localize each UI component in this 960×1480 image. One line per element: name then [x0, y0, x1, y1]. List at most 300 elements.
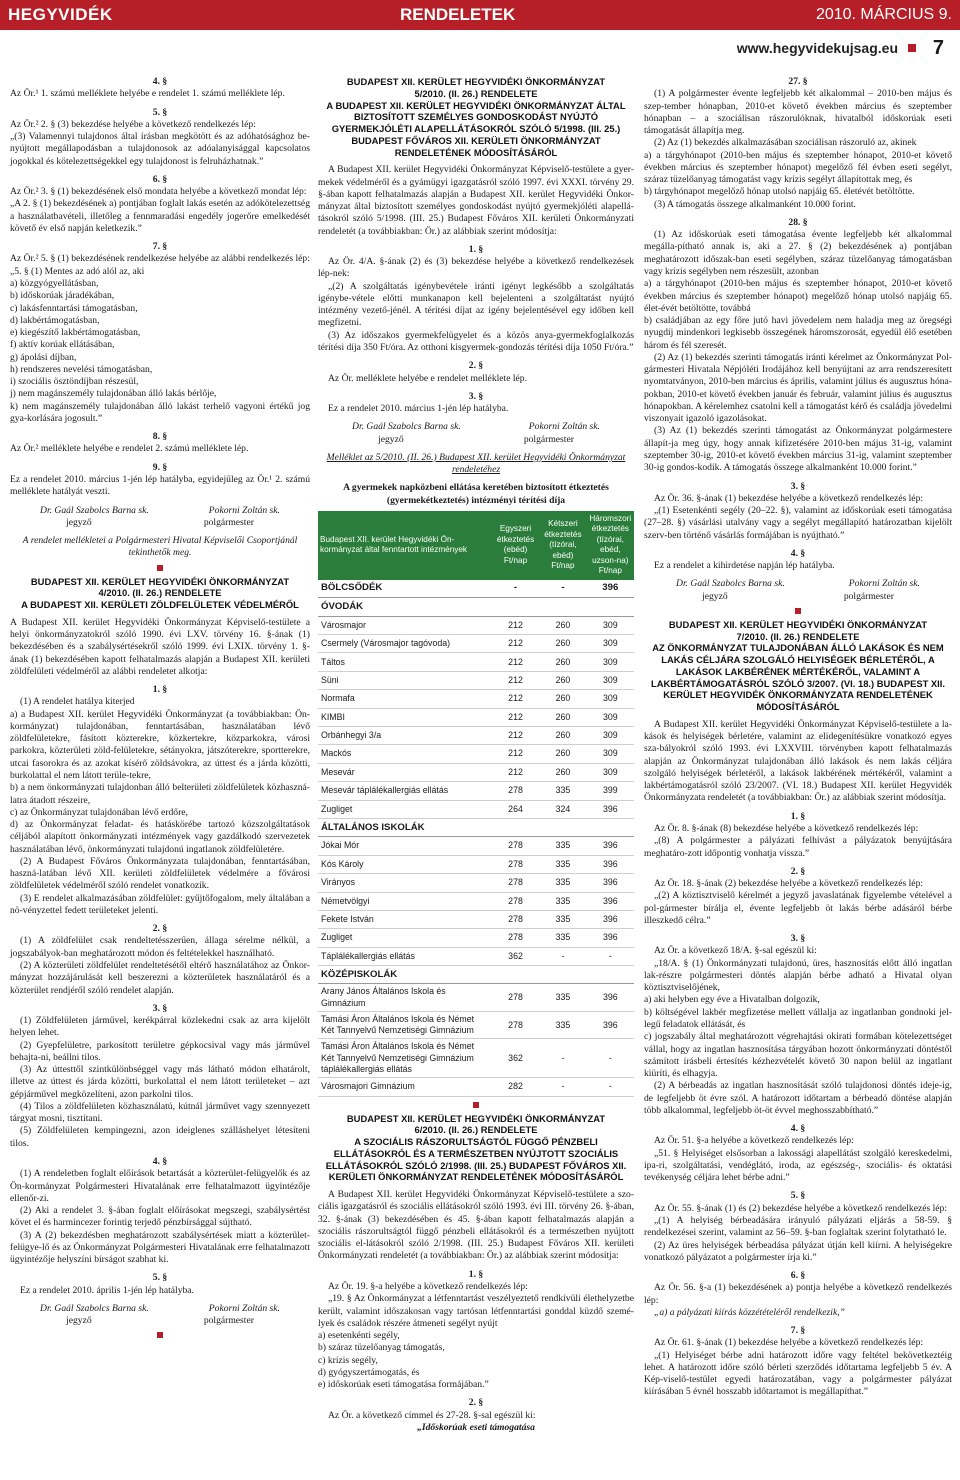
paragraph: „A 2. § (1) bekezdésének a) pontjában foglalt lakás esetén az adókötelezettség a használatbavételi, illetőleg a fennmaradási engedély jogerőre emelkedését követő év első napján keletkezik.” [10, 198, 310, 234]
fee-value: 396 [587, 892, 634, 910]
fee-value [539, 818, 586, 836]
paragraph: Ez a rendelet 2010. március 1-jén lép hatályba. [328, 403, 509, 415]
paragraph: Az Ör. 56. §-a (1) bekezdésének a) pontja helyébe a következő rendelkezés lép: [644, 1282, 952, 1306]
paragraph: A Budapest XII. kerület Hegyvidéki Önkormányzat Képviselő-testülete a szo-ciális igazgatásról és szociális ellátásokról szóló 1993. évi III. törvény 26. §-ában, 32. §-ának (3) bekezdésében és 45. §-ában kapott felhatalmazás alapján a szociális rászorultságtól függő pénzbeli ellátásokról és a természetben nyújtott szociális el-látásokról szóló 2/1998. (III. 25.) Budapest Főváros XII. kerületi Önkormányzati rendeletét (a továbbiakban: Ör.) az alábbiak szerint módosítja: [318, 1189, 634, 1262]
section-title: RENDELETEK [400, 5, 516, 25]
paragraph: „(2) A szolgáltatás igénybevétele iránti igényt legkésőbb a szolgáltatás igénybe-vétele előtti munkanapon kell bejelenteni a szolgáltatást nyújtó intézmény vezető-jénél. A térítési díjat az igény bejelentésével egy időben kell megfizetni. [318, 280, 634, 329]
paragraph: (3) Az időszakos gyermekfelügyelet és a közös anya-gyermekfoglalkozás térítési díja 350 Ft/óra. Az otthoni kisgyermek-gondozás térítési díja 1050 Ft/óra.” [318, 329, 634, 353]
paragraph: (2) Aki a rendelet 3. §-ában foglalt előírásokat megszegi, szabálysértést követ el és harmincezer forintig terjedő pénzbírsággal sújtható. [10, 1205, 310, 1229]
decree-heading: 6/2010. (II. 26.) RENDELETE [414, 1124, 538, 1136]
section-number: 7. § [152, 241, 168, 253]
website-link[interactable]: www.hegyvidekujsag.eu [736, 40, 898, 56]
fee-value: 335 [539, 837, 586, 855]
fee-institution: Táplálékallergiás ellátás [318, 947, 492, 965]
fee-value [492, 966, 539, 984]
fee-value: 260 [539, 653, 586, 671]
fee-institution: Virányos [318, 874, 492, 892]
fee-value: 212 [492, 616, 539, 634]
decree-heading: BUDAPEST XII. KERÜLET HEGYVIDÉKI ÖNKORMÁNYZAT [346, 76, 606, 87]
end-square-icon [157, 565, 163, 571]
decree-heading: AZ ÖNKORMÁNYZAT TULAJDONÁBAN ÁLLÓ LAKÁSOK ÉS NEM LAKÁS CÉLJÁRA SZOLGÁLÓ HELYISÉGEK BÉRLETÉRŐL, A LAKÁSOK LAKBÉRÉNEK MÉRTÉKÉRŐL, VALAMINT A LAKBÉRTÁMOGATÁSRÓL SZÓLÓ 3/2007. (VI. 18.) BUDAPEST XII. KERÜLET HEGYVIDÉK ÖNKORMÁNYZATA RENDELETÉNEK MÓDOSÍTÁSÁRÓL [651, 642, 945, 713]
fee-institution: Táltos [318, 653, 492, 671]
signer-polgarmester-name: Pokorni Zoltán sk. [208, 504, 280, 516]
paragraph: A Budapest XII. kerület Hegyvidéki Önkormányzat Képviselő-testülete a la-kások és helyiségek bérletére, valamint az elidegenítésükre vonatkozó egyes sza-bályokról szóló 1993. évi LXXVIII. törvényben kapott felhatalmazás alapján az Önkormányzat tulajdonában álló lakások és nem lakás céljára szolgáló helyiségek bérletéről, a lakások lakbérének mértékéről, valamint a lakbértámogatásról szóló 23/2007. (VI. 18.) Budapest XII. kerület Hegyvidék Önkormányzata rendeletét (a továbbiakban: Ör.) az alábbiak szerint módosítja. [644, 718, 952, 804]
fee-value [587, 818, 634, 836]
signer-jegyzo-name: Dr. Gaál Szabolcs Barna sk. [40, 504, 149, 516]
signer-polgarmester-name: Pokorni Zoltán sk. [528, 421, 600, 433]
decree-heading: BUDAPEST XII. KERÜLET HEGYVIDÉKI ÖNKORMÁNYZAT [30, 575, 290, 587]
fee-row [318, 1039, 634, 1078]
paragraph: (4) Tilos a zöldfelületen közhasználatú, kútnál járművet vagy szennyezett tárgyat mosni, tisztítani. [10, 1100, 310, 1125]
paragraph: Az Ör. 55. §-ának (1) és (2) bekezdése helyébe a következő rendelkezés lép: [654, 1202, 948, 1214]
fee-row [318, 874, 634, 892]
paragraph: A Budapest XII. kerület Hegyvidéki Önkormányzat Képviselő-testülete a helyi önkormányzatokról szóló 1990. évi LXV. törvény 16. §-ának (1) bekezdésében és a szabálysértésekről szóló 1999. évi LXIX. törvény 1. §-ának (1) bekezdésében kapott felhatalmazás alapján a Budapest XII. kerületi zöldfelületi védelméről az alábbi rendeletet alkotja: [10, 616, 310, 677]
section-number: 4. § [152, 76, 168, 87]
section-number: 4. § [790, 1123, 806, 1135]
section-number: 3. § [468, 390, 484, 402]
fee-row [318, 892, 634, 910]
section-number: 2. § [468, 1397, 484, 1409]
fee-institution: Arany János Általános Iskola és Gimnázium [318, 984, 492, 1012]
paragraph: Az Ör.² melléklete helyébe e rendelet 2. számú melléklete lép. [10, 443, 249, 455]
section-number: 3. § [152, 1002, 168, 1014]
fee-row [318, 1011, 634, 1039]
fee-value [587, 598, 634, 616]
section-number: 9. § [152, 461, 168, 473]
fee-value: 212 [492, 690, 539, 708]
fee-value: 396 [587, 855, 634, 873]
fee-institution: Városmajor [318, 616, 492, 634]
fee-value: 396 [587, 800, 634, 818]
paragraph: e) időskorúak eseti támogatása formájában.” [318, 1379, 489, 1391]
fee-value: 260 [539, 635, 586, 653]
fee-row [318, 727, 634, 745]
fee-institution: Csermely (Városmajor tagóvoda) [318, 635, 492, 653]
fee-value: 212 [492, 708, 539, 726]
signature-block [644, 578, 952, 603]
paragraph: „18/A. § (1) Önkormányzati tulajdonú, üres, hasznosítás előtt álló ingatlan lak-részre polgármesteri döntés alapján bérbe adható a Hivatal olyan köztisztviselőjének, [644, 957, 952, 994]
fee-value: 335 [539, 1011, 586, 1039]
signer-jegyzo-role: jegyző [66, 1315, 92, 1327]
paragraph: (2) A Budapest Főváros Önkormányzata tulajdonában, fenntartásában, haszná-latában lévő XII. kerületi zöldfelületek védelmére a fővárosi zöldfelületek védelméről szóló rendelet vonatkozik. [10, 855, 310, 892]
section-number: 28. § [788, 216, 808, 228]
fee-row [318, 745, 634, 763]
column-middle [318, 76, 634, 1434]
signer-jegyzo-role: jegyző [702, 590, 728, 602]
fee-row [318, 910, 634, 928]
fee-value: 278 [492, 892, 539, 910]
fee-value: 278 [492, 984, 539, 1012]
fee-value: 335 [539, 929, 586, 947]
fee-value [492, 598, 539, 616]
end-square-icon [473, 1102, 479, 1108]
fee-row [318, 653, 634, 671]
fee-institution: KÖZÉPISKOLÁK [318, 966, 492, 984]
fee-value: - [587, 1039, 634, 1078]
fee-value: 278 [492, 837, 539, 855]
paragraph: j) nem magánszemély tulajdonában álló lakás bérlője, [10, 388, 217, 400]
fee-institution: Zugliget [318, 929, 492, 947]
paragraph: b) időskorúak járadékában, [10, 290, 115, 302]
signer-jegyzo-name: Dr. Gaál Szabolcs Barna sk. [352, 421, 461, 433]
paragraph: (1) Zöldfelületen járművel, kerékpárral közlekedni csak az arra kijelölt helyen lehet. [10, 1015, 310, 1039]
fee-value: 309 [587, 708, 634, 726]
fee-header-double: Kétszeri étkeztetés (tízórai, ebéd) Ft/nap [539, 511, 586, 580]
paragraph: Ez a rendelet 2010. március 1-jén lép hatályba, egyidejűleg az Ör.¹ 2. számú melléklete hatályát veszti. [10, 473, 310, 498]
paragraph: Az Ör. 51. §-a helyébe a következő rendelkezés lép: [654, 1135, 854, 1147]
decree-heading: 7/2010. (II. 26.) RENDELETE [736, 630, 860, 642]
fee-value: 309 [587, 763, 634, 781]
paragraph: A rendelet mellékletei a Polgármesteri Hivatal Képviselői Csoportjánál tekinthetők meg. [22, 535, 298, 559]
paragraph: „19. § Az Önkormányzat a létfenntartást veszélyeztető rendkívüli élethelyzetbe került, valamint időszakosan vagy tartósan létfenntartási gonddal küzdő szemé-lyek és családok részére átmeneti segélyt nyújt [318, 1293, 634, 1329]
fee-table-header [318, 511, 634, 580]
fee-row [318, 708, 634, 726]
section-number: 5. § [790, 1190, 806, 1202]
fee-value: 396 [587, 874, 634, 892]
paragraph: i) szociális ösztöndíjban részesül, [10, 376, 139, 388]
fee-value: 212 [492, 635, 539, 653]
fee-value: 212 [492, 727, 539, 745]
signer-jegyzo-role: jegyző [378, 433, 404, 445]
paragraph: Az Ör.² 2. § (3) bekezdése helyébe a következő rendelkezés lép: [10, 118, 256, 130]
fee-value: - [587, 1078, 634, 1096]
fee-value: 335 [539, 855, 586, 873]
paragraph: „Időskorúak eseti támogatása [417, 1421, 535, 1433]
fee-value: 396 [587, 1011, 634, 1039]
fee-value: 335 [539, 910, 586, 928]
section-number: 2. § [468, 360, 484, 372]
fee-value: 278 [492, 910, 539, 928]
brand-title: HEGYVIDÉK [8, 5, 113, 25]
decree-heading: 5/2010. (II. 26.) RENDELETE [414, 87, 538, 99]
fee-group-row [318, 598, 634, 616]
signer-polgarmester-role: polgármester [523, 433, 574, 445]
signature-block [10, 1303, 310, 1328]
paragraph: d) az Önkormányzat feladat- és hatáskörébe tartozó közszolgáltatások céljából alapított önkormányzati intézmények vagy gazdálkodó szervezetek használatában lévő, önkormányzati tulajdonú ingatlanok zöldfelületére. [10, 819, 310, 855]
signer-polgarmester-name: Pokorni Zoltán sk. [848, 578, 920, 590]
section-number: 6. § [790, 1270, 806, 1282]
paragraph: (1) Az időskorúak eseti támogatása évente legfeljebb két alkalommal megálla-pítható annak is, aki a 27. § (2) bekezdésének a) pontjában meghatározott időszak-ban eseti segélyben, száraz tüzelőanyag támogatásban vagy krízis segélyben nem részesült, azonban [644, 229, 952, 277]
paragraph: „(3) Valamennyi tulajdonos által írásban megkötött és az adóhatósághoz be-nyújtott megállapodásban a tulajdonosok az adóalanyisággal kapcsolatos jogokkal és kötelezettségekkel egy tulajdonost is felruházhatnak.” [10, 131, 310, 167]
paragraph: b) tárgyhónapot megelőző hónap utolsó napjáig 65. életévét betöltötte. [644, 186, 915, 198]
fee-value [539, 966, 586, 984]
fee-value: 309 [587, 671, 634, 689]
fee-value: 335 [539, 984, 586, 1012]
paragraph: „51. § Helyiséget elsősorban a lakossági alapellátást szolgáló kereskedelmi, ipa-ri, szolgáltatási, vendéglátó, iroda, az egészség-, szociális- és oktatási tevékenység céljára lehet bérbe adni.” [644, 1147, 952, 1184]
paragraph: Az Ör. 36. §-ának (1) bekezdése helyébe a következő rendelkezés lép: [654, 492, 924, 504]
fee-row [318, 763, 634, 781]
column-left [10, 76, 310, 1343]
fee-value: 282 [492, 1078, 539, 1096]
paragraph: (2) A bérbeadás az ingatlan hasznosítását szóló tulajdonosi döntés ideje-ig, de legfeljebb öt évre szól. A határozott időtartam a bérbeadó döntése alapján több alkalommal, legfeljebb öt-öt évvel meghosszabbítható.” [644, 1080, 952, 1116]
fee-group-row [318, 580, 634, 598]
fee-institution: Németvölgyi [318, 892, 492, 910]
paragraph: a) a tárgyhónapot (2010-ben május és szeptember hónapot, 2010-et követő években március és szeptember hónapot) megelőző hónap utolsó napjáig 65. élet-évét betöltötte, továbbá [644, 278, 952, 314]
section-number: 3. § [790, 933, 806, 945]
fee-value: - [539, 947, 586, 965]
fee-value: 309 [587, 616, 634, 634]
paragraph: g) ápolási díjban, [10, 351, 77, 363]
decree-heading: A SZOCIÁLIS RÁSZORULTSÁGTÓL FÜGGŐ PÉNZBELI ELLÁTÁSOKRÓL ÉS A TERMÉSZETBEN NYÚJTOTT SZOCIÁLIS ELLÁTÁSOKRÓL SZÓLÓ 2/1998. (III. 25.) BUDAPEST FŐVÁROS XII. KERÜLETI ÖNKORMÁNYZAT RENDELETÉNEK MÓDOSÍTÁSÁRÓL [325, 1136, 627, 1183]
fee-value: 260 [539, 727, 586, 745]
fee-institution: Városmajori Gimnázium [318, 1078, 492, 1096]
section-number: 7. § [790, 1325, 806, 1337]
decree-heading: 4/2010. (II. 26.) RENDELETE [98, 587, 222, 599]
fee-value: - [539, 1039, 586, 1078]
paragraph: Az Ör.² 3. § (1) bekezdésének első mondata helyébe a következő mondat lép: [10, 186, 307, 198]
fee-institution: Tamási Áron Általános Iskola és Német Két Tannyelvű Nemzetiségi Gimnázium táplálékallergiás ellátás [318, 1039, 492, 1078]
fee-row [318, 929, 634, 947]
fee-institution: Tamási Áron Általános Iskola és Német Két Tannyelvű Nemzetiségi Gimnázium [318, 1011, 492, 1039]
signer-polgarmester-name: Pokorni Zoltán sk. [208, 1302, 280, 1314]
end-square-icon [157, 1332, 163, 1338]
signer-polgarmester-role: polgármester [843, 590, 894, 602]
fee-row [318, 782, 634, 800]
fee-value: 264 [492, 800, 539, 818]
paragraph: e) kiegészítő lakbértámogatásban, [10, 327, 141, 339]
section-number: 1. § [790, 810, 806, 822]
paragraph: b) száraz tüzelőanyag támogatás, [318, 1342, 445, 1354]
fee-value: 260 [539, 690, 586, 708]
fee-value: - [539, 1078, 586, 1096]
fee-group-row [318, 818, 634, 836]
signer-jegyzo-name: Dr. Gaál Szabolcs Barna sk. [676, 578, 785, 590]
paragraph: „(8) A polgármester a pályázati felhívást a pályázatok benyújtására meghatáro-zott időpontig vonhatja vissza.” [644, 835, 952, 859]
fee-institution: Orbánhegyi 3/a [318, 727, 492, 745]
fee-value: 396 [587, 984, 634, 1012]
paragraph: Az Ör. 61. §-ának (1) bekezdése helyébe a következő rendelkezés lép: [654, 1337, 924, 1349]
paragraph: Az Ör. 8. §-ának (8) bekezdése helyébe a következő rendelkezés lép: [654, 823, 919, 835]
end-square-icon [795, 608, 801, 614]
paragraph: „5. § (1) Mentes az adó alól az, aki [10, 265, 145, 277]
section-number: 4. § [790, 547, 806, 559]
paragraph: (2) Gyepfelületre, parkosított területre gépkocsival vagy más járművel behajta-ni, beállni tilos. [10, 1039, 310, 1063]
paragraph: c) az Önkormányzat tulajdonában lévő erdőre, [10, 806, 188, 818]
paragraph: a) közgyógyellátásban, [10, 277, 99, 289]
paragraph: Az Ör.² 5. § (1) bekezdésének rendelkezése helyébe az alábbi rendelkezés lép: [10, 253, 310, 265]
fee-value: 396 [587, 837, 634, 855]
fee-value: 260 [539, 616, 586, 634]
fee-value: 362 [492, 947, 539, 965]
paragraph: (3) E rendelet alkalmazásában zöldfelület: gyűjtőfogalom, mely általában a nö-vényzettel fedett területeket jelenti. [10, 892, 310, 916]
fee-value: 212 [492, 763, 539, 781]
fee-value: 309 [587, 635, 634, 653]
fee-institution: Fekete István [318, 910, 492, 928]
paragraph: A Budapest XII. kerület Hegyvidéki Önkormányzat Képviselő-testülete a gyer-mekek védelméről és a gyámügyi igazgatásról szóló 1997. évi XXXI. törvény 29. §-ában kapott felhatalmazás alapján a Budapest XII. kerület Hegyvidéki Önkor-mányzat által biztosított személyes gondoskodást nyújtó gyermekjóléti alapellá-tásokról szóló 5/1998. (III. 25.) Budapest Főváros XII. kerületi Önkormányzati rendeletét (a továbbiakban: Ör.) az alábbiak szerint módosítja: [318, 164, 634, 237]
paragraph: (5) Zöldfelületen kempingezni, azon ideiglenes szálláshelyet létesíteni tilos. [10, 1125, 310, 1149]
section-number: 8. § [152, 431, 168, 443]
fee-value: 309 [587, 727, 634, 745]
fee-row [318, 1078, 634, 1096]
fee-row [318, 855, 634, 873]
paragraph: Melléklet az 5/2010. (II. 26.) Budapest XII. kerület Hegyvidéki Önkormányzat rendeletéhez [326, 451, 626, 476]
fee-value: 260 [539, 763, 586, 781]
section-number: 1. § [152, 684, 168, 696]
fee-institution: ÁLTALÁNOS ISKOLÁK [318, 818, 492, 836]
signer-polgarmester-role: polgármester [203, 516, 254, 528]
fee-value: 260 [539, 745, 586, 763]
fee-institution: Normafa [318, 690, 492, 708]
paragraph: (3) Az úttesttől szintkülönbséggel vagy más látható módon elhatárolt, illetve az úttest és járda közötti, burkolattal el nem látott területeket – azt gépjárművel megközelíteni, azon parkolni tilos. [10, 1064, 310, 1100]
paragraph: a) aki helyben egy éve a Hivatalban dolgozik, [644, 994, 820, 1006]
fee-value: 212 [492, 745, 539, 763]
paragraph: a) a tárgyhónapot (2010-ben május és szeptember hónapot, 2010-et követő években március és szeptember hónapot) megelőző fél évben eseti segélyt, száraz tüzelőanyag támogatást vagy krízis segélyt állapítottak meg, és [644, 149, 952, 186]
fee-value [539, 598, 586, 616]
fee-row [318, 837, 634, 855]
fee-row [318, 690, 634, 708]
fee-value [587, 966, 634, 984]
paragraph: „(2) A köztisztviselő kérelmét a jegyző javaslatának figyelembe vételével a pol-gármester bírálja el, évente legfeljebb öt lakás bérbe adásáról bérbe illeszkedő célra.” [644, 890, 952, 926]
signature-block [10, 505, 310, 530]
paragraph: d) gyógyszertámogatás, és [318, 1366, 420, 1378]
paragraph: Ez a rendelet a kihirdetése napján lép hatályba. [654, 560, 835, 572]
paragraph: Az Ör. melléklete helyébe e rendelet melléklete lép. [328, 372, 527, 384]
section-number: 1. § [468, 243, 484, 255]
paragraph: (1) A rendeletben foglalt előírások betartását a közterület-felügyelők és az Ön-kormányzat Polgármesteri Hivatalának erre felhatalmazott ügyintézője ellenőr-zi. [10, 1168, 310, 1204]
fee-table-body [318, 580, 634, 1096]
fee-value: - [587, 947, 634, 965]
decree-heading: BUDAPEST XII. KERÜLET HEGYVIDÉKI ÖNKORMÁNYZAT [668, 618, 928, 630]
paragraph: (1) A zöldfelület csak rendeltetésszerűen, állaga sérelme nélkül, a jogszabályok-ban meghatározott módon és feltételekkel használható. [10, 935, 310, 959]
paragraph: c) jogszabály által meghatározott végrehajtási okirati formában kötelezettséget vállal, hogy az ingatlan hasznosítása tárgyában hozott önkormányzati döntéstől számított írásbeli értesítés kézhezvételét követő 30 napon belül az ingatlant kiüríti, és elhagyja. [644, 1031, 952, 1080]
decree-heading: A BUDAPEST XII. KERÜLET HEGYVIDÉKI ÖNKORMÁNYZAT ÁLTAL BIZTOSÍTOTT SZEMÉLYES GONDOSKODÁST NYÚJTÓ GYERMEKJÓLÉTI ALAPELLÁTÁSOKRÓL SZÓLÓ 5/1998. (III. 25.) BUDAPEST FŐVÁROS XII. KERÜLETI ÖNKORMÁNYZAT RENDELETÉNEK MÓDOSÍTÁSÁRÓL [326, 99, 626, 158]
fee-value: 278 [492, 874, 539, 892]
fee-value: 212 [492, 671, 539, 689]
section-number: 1. § [468, 1268, 484, 1280]
fee-institution: Jókai Mór [318, 837, 492, 855]
paragraph: h) rendszeres nevelési támogatásban, [10, 363, 153, 375]
fee-row [318, 616, 634, 634]
fee-header-triple: Háromszori étkeztetés (tízórai, ebéd, uzson-na) Ft/nap [587, 511, 634, 580]
paragraph: b) a nem önkormányzati tulajdonban álló belterületi zöldfelületek közhaszná-latra átadott részeire, [10, 782, 310, 806]
fee-row [318, 947, 634, 965]
paragraph: (1) A polgármester évente legfeljebb két alkalommal – 2010-ben május és szep-tember hónapban, 2010-et követő években március és szeptember hónapban – a szociálisan rászorulóknak, hivatalból időskorúak eseti támogatását állapítja meg. [644, 88, 952, 137]
sub-bar [0, 30, 960, 64]
fee-institution: Mackós [318, 745, 492, 763]
paragraph: f) aktív korúak ellátásában, [10, 339, 115, 351]
fee-value: 260 [539, 671, 586, 689]
fee-institution: Kós Károly [318, 855, 492, 873]
paragraph: „(1) A helyiség bérbeadására irányuló pályázati eljárás a 58-59. § rendelkezései szerint, valamint az 56–59. §-ban foglaltak szerint folytatható le. [644, 1214, 952, 1239]
fee-value: 324 [539, 800, 586, 818]
section-number: 6. § [152, 173, 168, 185]
paragraph: „(1) Esetenkénti segély (20–22. §), valamint az időskorúak eseti támogatása (27–28. §) vásárlási utalvány vagy a segélyt megállapító határozatban kijelölt szerv-ben történő vásárlás formájában is nyújtható.” [644, 505, 952, 541]
fee-institution: Süni [318, 671, 492, 689]
signature-block [318, 421, 634, 446]
fee-value: 309 [587, 690, 634, 708]
section-number: 5. § [152, 1272, 168, 1284]
fee-institution: KIMBI [318, 708, 492, 726]
signer-jegyzo-name: Dr. Gaál Szabolcs Barna sk. [40, 1302, 149, 1314]
signer-jegyzo-role: jegyző [66, 516, 92, 528]
paragraph: Az Ör. 4/A. §-ának (2) és (3) bekezdése helyébe a következő rendelkezések lép-nek: [318, 256, 634, 280]
section-number: 3. § [790, 480, 806, 492]
fee-value: 396 [587, 580, 634, 598]
fee-table [318, 511, 634, 1097]
top-bar [0, 0, 960, 30]
fee-institution: Zugliget [318, 800, 492, 818]
fee-value: 278 [492, 1011, 539, 1039]
paragraph: „a) a pályázati kiírás közzétételéről rendelkezik,” [654, 1306, 845, 1318]
fee-header-single: Egyszeri étkeztetés (ebéd) Ft/nap [492, 511, 539, 580]
paragraph: a) esetenkénti segély, [318, 1330, 400, 1342]
paragraph: (1) A rendelet hatálya kiterjed [20, 696, 135, 708]
fee-value: 309 [587, 745, 634, 763]
fee-value: 278 [492, 855, 539, 873]
paragraph: (2) Az (1) bekezdés alkalmazásában szociálisan rászoruló az, akinek [654, 137, 917, 149]
signer-polgarmester-role: polgármester [203, 1315, 254, 1327]
decree-5-2010 [318, 76, 634, 507]
paragraph: (3) A támogatás összege alkalmanként 10.000 forint. [654, 198, 856, 210]
paragraph: b) családjában az egy főre jutó havi jövedelem nem haladja meg az öregségi nyugdíj mindenkori legkisebb összegének háromszorosát, egyedül élő esetében három és fél szeresét. [644, 315, 952, 351]
fee-value: 278 [492, 782, 539, 800]
paragraph: d) lakbértámogatásban, [10, 314, 100, 326]
paragraph: (2) Az (1) bekezdés szerinti támogatás iránti kérelmet az Önkormányzat Pol-gármesteri Hivatala Népjóléti Irodájához kell benyújtani az arra rendszeresített nyomtatványon, 2010-ben március és április, valamint július és augusztus hóna-pokban, 2010-et követő években január és február, valamint július és augusztus hónapokban. A kérelemhez csatolni kell a támogatást kérő és családja jövedelmi viszonyait igazoló igazolásokat. [644, 351, 952, 425]
fee-row [318, 800, 634, 818]
decree-heading: BUDAPEST XII. KERÜLET HEGYVIDÉKI ÖNKORMÁNYZAT [346, 1112, 606, 1124]
fee-value: - [539, 580, 586, 598]
column-right [644, 76, 952, 1399]
issue-date: 2010. MÁRCIUS 9. [815, 5, 952, 23]
fee-institution: BÖLCSŐDÉK [318, 580, 492, 598]
section-number: 2. § [790, 865, 806, 877]
paragraph: b) költségével lakbér megfizetése mellett vállalja az ingatlanban gondnoki jel-legű feladatok ellátását, és [644, 1006, 952, 1030]
paragraph: Az Ör. 19. §-a helyébe a következő rendelkezés lép: [328, 1280, 528, 1292]
fee-value: 396 [587, 910, 634, 928]
fee-value [492, 818, 539, 836]
paragraph: Ez a rendelet 2010. április 1-jén lép hatályba. [20, 1284, 194, 1296]
paragraph: (3) A (2) bekezdésben meghatározott szabálysértések miatt a közterület-felügye-lő és az Önkormányzat Polgármesteri Hivatalának erre felhatalmazott ügyintézője helyszíni bírságot szabhat ki. [10, 1229, 310, 1266]
paragraph: Az Ör. a következő címmel és 27-28. §-sal egészül ki: [328, 1409, 536, 1421]
fee-value: 396 [587, 929, 634, 947]
fee-row [318, 635, 634, 653]
section-number: 5. § [152, 106, 168, 118]
paragraph: (3) Az (1) bekezdés szerinti támogatást az Önkormányzat polgármestere állapít-ja meg úgy, hogy annak kifizetésére 2010-ben május 31-ig, valamint szeptember 30-ig, 2010-et követő években március 31-ig, valamint szeptember 30-ig gondos-kodik. A támogatás összege alkalmanként 10.000 forint.” [644, 425, 952, 474]
fee-value: 362 [492, 1039, 539, 1078]
paragraph: k) nem magánszemély tulajdonában álló lakást terhelő vagyoni értékű jog gya-korlására jogosult.” [10, 400, 310, 424]
fee-group-row [318, 966, 634, 984]
fee-value: 260 [539, 708, 586, 726]
fee-value: 212 [492, 653, 539, 671]
fee-value: - [492, 580, 539, 598]
paragraph: (2) Az üres helyiségek bérbeadása pályázat útján kell kiírni. A helyiségekre vonatkozó pályázatot a polgármester írja ki.” [644, 1239, 952, 1263]
fee-value: 278 [492, 929, 539, 947]
fee-institution: Mesevár [318, 763, 492, 781]
fee-header-institution: Budapest XII. kerület Hegyvidéki Ön-kormányzat által fenntartott intézmények [318, 511, 492, 580]
fee-institution: Mesevár táplálékallergiás ellátás [318, 782, 492, 800]
square-bullet-icon [908, 44, 916, 52]
fee-value: 335 [539, 782, 586, 800]
fee-value: 399 [587, 782, 634, 800]
fee-value: 335 [539, 874, 586, 892]
paragraph: c) lakásfenntartási támogatásban, [10, 302, 138, 314]
fee-institution: ÓVODÁK [318, 598, 492, 616]
paragraph: a) a Budapest XII. kerület Hegyvidéki Önkormányzat (a továbbiakban: Ön-kormányzat) tulajdonában, fenntartásában, használatában lévő zöldfelületekre, fásított közterekre, közkertekre, közparkokra, városi parkokra, közterületi zöld-felületekre, sétányokra, játszóterekre, sportterekre, utcai fasorokra és az azokat kísérő zöldsávokra, az úttest és a járda közötti, burkolattal el nem látott terüle-tekre, [10, 708, 310, 781]
paragraph: (2) A közterületi zöldfelület rendeltetésétől eltérő használatához az Önkor-mányzat hozzájárulását kell beszerezni a közterületek használatáról és a közterület rendjéről szóló rendelet alapján. [10, 959, 310, 996]
section-number: 27. § [788, 76, 808, 87]
fee-row [318, 984, 634, 1012]
section-number: 2. § [152, 923, 168, 935]
paragraph: A gyermekek napközbeni ellátása keretében biztosított étkeztetés (gyermekétkeztetés) intézményi térítési díja [343, 482, 609, 506]
decree-6-2010 [318, 1102, 634, 1435]
paragraph: Az Ör. a következő 18/A. §-sal egészül ki: [654, 945, 817, 957]
fee-value: 335 [539, 892, 586, 910]
page-number: 7 [932, 37, 944, 59]
section-number: 4. § [152, 1155, 168, 1167]
decree-heading: A BUDAPEST XII. KERÜLETI ZÖLDFELÜLETEK VÉDELMÉRŐL [21, 599, 299, 611]
paragraph: „(1) Helyiséget bérbe adni határozott időre vagy feltétel bekövetkeztéig lehet. A határozott időre szóló bérleti szerződés időtartama legfeljebb 5 év. A Kép-viselő-testület egyedi határozatában, vagy a polgármester pályázat kiírásában 5 évnél hosszabb időtartamot is megállapíthat.” [644, 1349, 952, 1398]
paragraph: c) krízis segély, [318, 1354, 378, 1366]
